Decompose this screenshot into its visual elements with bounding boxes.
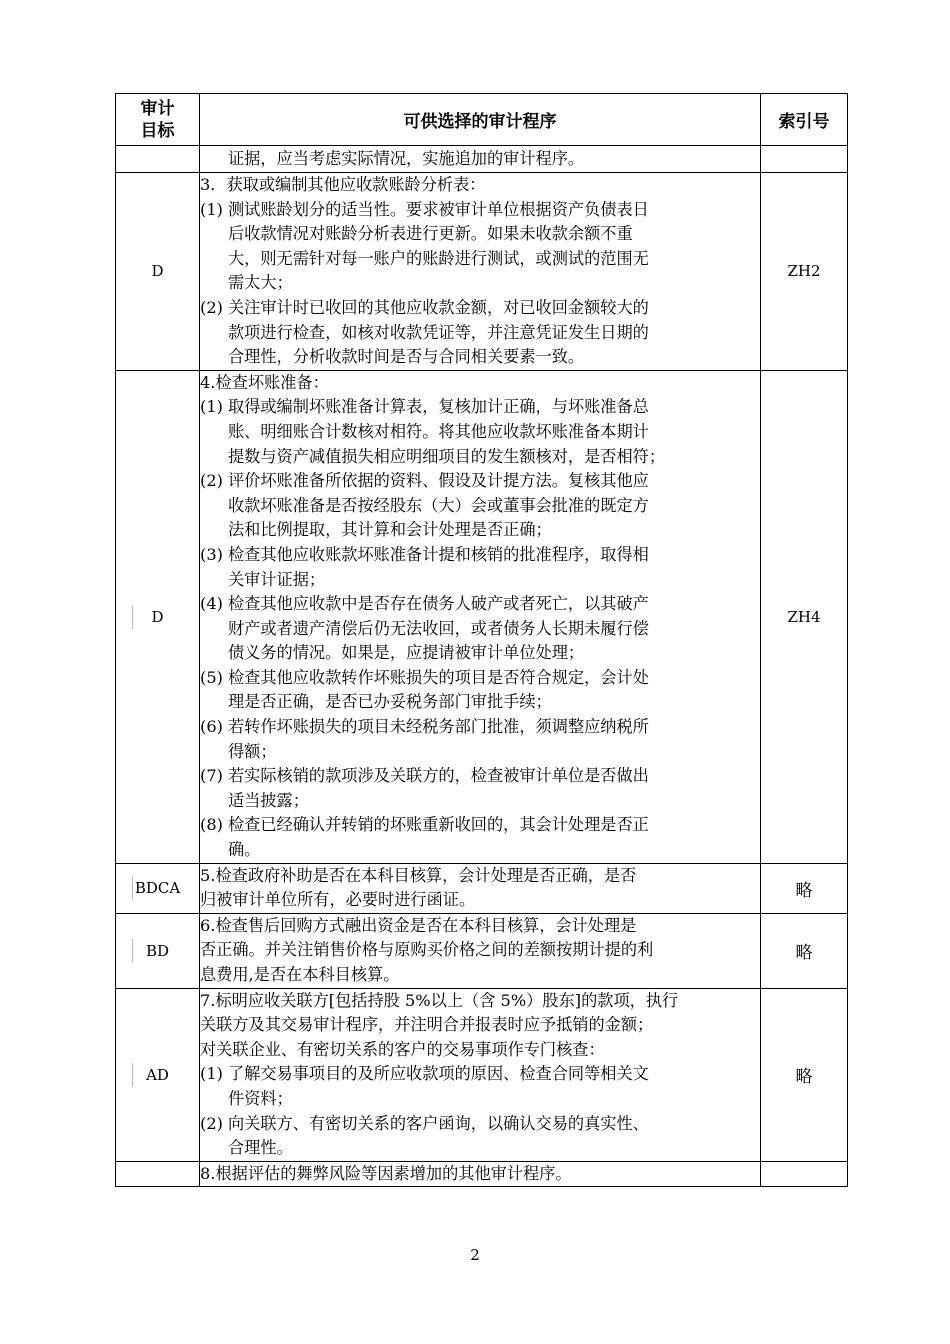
item-line: 关审计证据； <box>228 569 326 589</box>
item-number: (2) <box>200 1113 223 1133</box>
procedure-item <box>200 813 760 838</box>
procedure-line: 8.根据评估的舞弊风险等因素增加的其他审计程序。 <box>200 1163 572 1183</box>
item-number: (1) <box>200 1064 223 1084</box>
procedure-cell <box>200 863 761 913</box>
procedure-item <box>200 198 760 223</box>
procedure-cell <box>200 913 761 988</box>
index-cell: 略 <box>761 913 848 988</box>
procedure-line: 归被审计单位所有，必要时进行函证。 <box>200 890 476 910</box>
header-procedures: 可供选择的审计程序 <box>200 94 761 146</box>
procedure-item <box>200 666 760 691</box>
item-line: 账、明细账合计数核对相符。将其他应收款坏账准备本期计 <box>228 421 649 441</box>
item-line: 款项进行检查，如核对收款凭证等，并注意凭证发生日期的 <box>228 322 649 342</box>
revision-mark <box>132 939 133 963</box>
item-number: (4) <box>200 594 223 614</box>
item-number: (2) <box>200 297 223 317</box>
item-number: (2) <box>200 471 223 491</box>
item-line: 适当披露； <box>228 790 309 810</box>
procedure-cell <box>200 988 761 1161</box>
item-number: (1) <box>200 397 223 417</box>
procedure-item <box>200 1062 760 1087</box>
procedure-cell <box>200 146 761 173</box>
procedure-item <box>200 715 760 740</box>
item-number: (8) <box>200 815 223 835</box>
procedure-item <box>200 592 760 617</box>
procedure-line: 7.标明应收关联方[包括持股 5%以上（含 5%）股东]的款项，执行 <box>200 990 679 1010</box>
table-row <box>116 988 848 1161</box>
item-line: 检查已经确认并转销的坏账重新收回的，其会计处理是否正 <box>228 815 649 835</box>
table-row <box>116 863 848 913</box>
header-objective-line2: 目标 <box>140 120 175 141</box>
procedure-item <box>200 543 760 568</box>
objective-cell <box>116 146 200 173</box>
item-line: 需太大； <box>228 273 293 293</box>
objective-cell <box>116 988 200 1161</box>
procedure-cell <box>200 370 761 863</box>
item-line: 若实际核销的款项涉及关联方的，检查被审计单位是否做出 <box>228 766 649 786</box>
objective-cell <box>116 1161 200 1187</box>
index-cell <box>761 1161 848 1187</box>
item-line: 检查其他应收账款坏账准备计提和核销的批准程序，取得相 <box>228 544 649 564</box>
revision-mark <box>132 605 133 629</box>
procedure-line: 6.检查售后回购方式融出资金是否在本科目核算，会计处理是 <box>200 915 637 935</box>
table-header-row <box>116 94 848 146</box>
procedure-line: 关联方及其交易审计程序，并注明合并报表时应予抵销的金额； <box>200 1015 654 1035</box>
procedure-line: 对关联企业、有密切关系的客户的交易事项作专门核查： <box>200 1039 605 1059</box>
item-line: 检查其他应收款转作坏账损失的项目是否符合规定，会计处 <box>228 667 649 687</box>
item-line: 若转作坏账损失的项目未经税务部门批准，须调整应纳税所 <box>228 717 649 737</box>
objective-value: BD <box>145 941 170 960</box>
procedure-item <box>200 469 760 494</box>
item-line: 合理性，分析收款时间是否与合同相关要素一致。 <box>228 347 585 367</box>
item-line: 收款坏账准备是否按经股东（大）会或董事会批准的既定方 <box>228 495 649 515</box>
index-cell: ZH2 <box>761 173 848 371</box>
item-line: 件资料； <box>228 1088 293 1108</box>
procedure-item <box>200 395 760 420</box>
revision-mark <box>132 1063 133 1087</box>
procedure-line: 否正确。并关注销售价格与原购买价格之间的差额按期计提的利 <box>200 940 654 960</box>
objective-value: AD <box>146 1065 169 1084</box>
audit-procedure-table <box>115 93 848 1187</box>
objective-cell: D <box>116 173 200 371</box>
table-row <box>116 370 848 863</box>
table-row <box>116 913 848 988</box>
header-index-number: 索引号 <box>761 94 848 146</box>
item-line: 提数与资产减值损失相应明细项目的发生额核对，是否相符； <box>228 446 666 466</box>
item-line: 关注审计时已收回的其他应收款金额，对已收回金额较大的 <box>228 297 649 317</box>
procedure-cell <box>200 173 761 371</box>
item-line: 后收款情况对账龄分析表进行更新。如果未收款余额不重 <box>228 224 633 244</box>
item-line: 了解交易事项目的及所应收款项的原因、检查合同等相关文 <box>228 1064 649 1084</box>
item-number: (6) <box>200 717 223 737</box>
procedure-item <box>200 296 760 321</box>
objective-cell <box>116 863 200 913</box>
procedure-item <box>200 1112 760 1137</box>
index-cell: 略 <box>761 988 848 1161</box>
item-line: 法和比例提取，其计算和会计处理是否正确； <box>228 520 552 540</box>
item-line: 合理性。 <box>228 1138 293 1158</box>
item-number: (3) <box>200 544 223 564</box>
index-cell: ZH4 <box>761 370 848 863</box>
header-audit-objective <box>116 94 200 146</box>
procedure-line: 5.检查政府补助是否在本科目核算，会计处理是否正确，是否 <box>200 865 637 885</box>
item-number: (7) <box>200 766 223 786</box>
item-line: 理是否正确，是否已办妥税务部门审批手续； <box>228 692 552 712</box>
objective-value: BDCA <box>134 879 181 898</box>
item-line: 评价坏账准备所依据的资料、假设及计提方法。复核其他应 <box>228 471 649 491</box>
table-row <box>116 1161 848 1187</box>
objective-cell <box>116 370 200 863</box>
procedure-line: 息费用,是否在本科目核算。 <box>200 965 400 984</box>
objective-value: D <box>151 607 164 626</box>
item-line: 债义务的情况。如果是，应提请被审计单位处理； <box>228 643 585 663</box>
item-line: 检查其他应收款中是否存在债务人破产或者死亡，以其破产 <box>228 594 649 614</box>
header-objective-line1: 审计 <box>140 98 175 119</box>
procedure-line: 证据，应当考虑实际情况，实施追加的审计程序。 <box>228 149 585 168</box>
table-row <box>116 173 848 371</box>
index-cell: 略 <box>761 863 848 913</box>
procedure-item <box>200 764 760 789</box>
item-number: (5) <box>200 667 223 687</box>
item-number: (1) <box>200 199 223 219</box>
item-line: 大，则无需针对每一账户的账龄进行测试，或测试的范围无 <box>228 248 649 268</box>
item-line: 向关联方、有密切关系的客户函询，以确认交易的真实性、 <box>228 1113 649 1133</box>
procedure-title: 3．获取或编制其他应收款账龄分析表： <box>200 175 486 194</box>
objective-cell <box>116 913 200 988</box>
item-line: 确。 <box>228 840 261 860</box>
index-cell <box>761 146 848 173</box>
revision-mark <box>132 876 133 900</box>
item-line: 得额； <box>228 741 277 761</box>
procedure-cell <box>200 1161 761 1187</box>
page-number: 2 <box>470 1246 480 1264</box>
item-line: 测试账龄划分的适当性。要求被审计单位根据资产负债表日 <box>228 199 649 219</box>
item-line: 取得或编制坏账准备计算表，复核加计正确，与坏账准备总 <box>228 397 649 417</box>
item-line: 财产或者遗产清偿后仍无法收回，或者债务人长期未履行偿 <box>228 618 649 638</box>
procedure-title: 4.检查坏账准备： <box>200 372 329 392</box>
table-row <box>116 146 848 173</box>
